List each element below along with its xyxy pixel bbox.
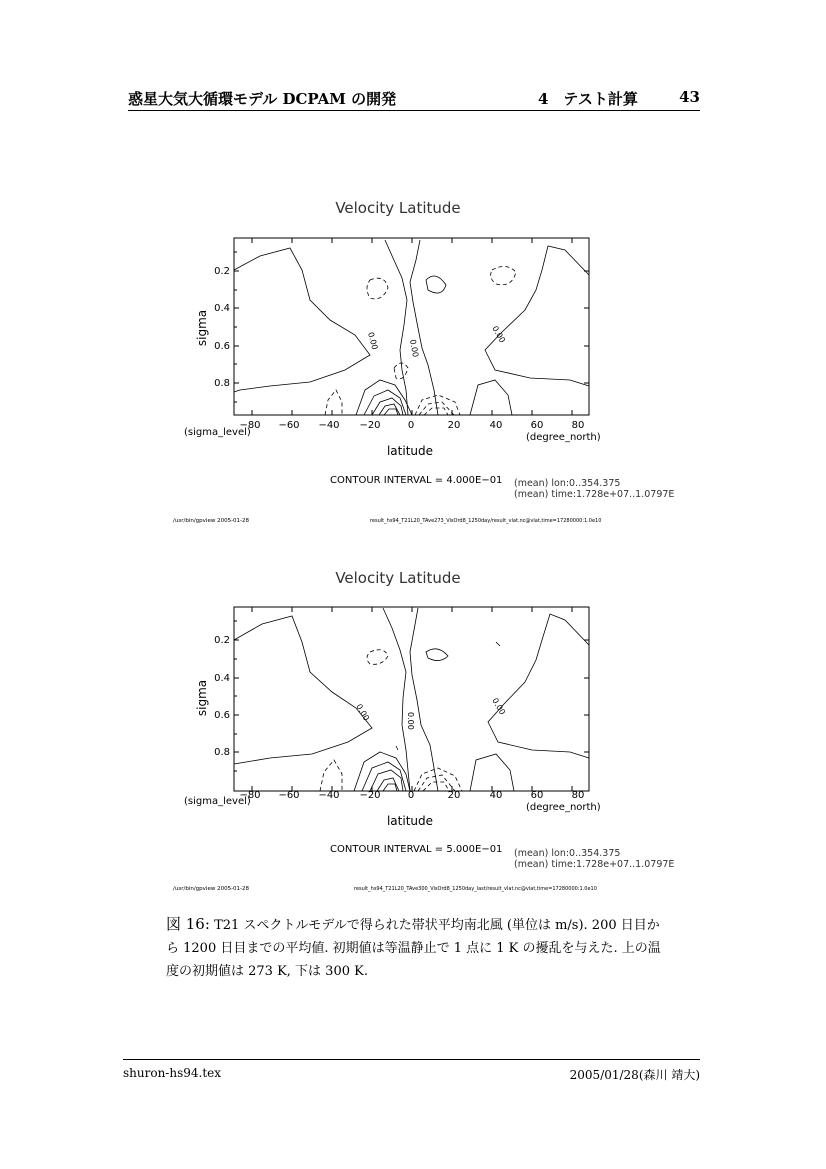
x-axis-ticks [239, 238, 584, 431]
y-tick-label: 0.6 [214, 710, 230, 721]
y-axis-ticks [214, 621, 589, 771]
mean-lon: (mean) lon:0..354.375 [514, 848, 621, 859]
x-tick-label: −60 [278, 420, 300, 431]
x-tick-label: −80 [239, 420, 261, 431]
mean-time: (mean) time:1.728e+07..1.0797E [514, 859, 675, 870]
y-tick-label: 0.8 [214, 747, 230, 758]
contour-label: 0.00 [354, 702, 371, 723]
x-tick-label: −80 [239, 790, 261, 801]
y-tick-label: 0.4 [214, 303, 230, 314]
x-axis-ticks [239, 607, 584, 801]
plot-frame [234, 607, 589, 791]
plot-frame [234, 238, 589, 415]
x-tick-label: 80 [571, 790, 585, 801]
chart-title: Velocity Latitude [335, 199, 461, 217]
y-axis-label: sigma [195, 309, 209, 347]
x-tick-label: 0 [407, 790, 415, 801]
contour-interval: CONTOUR INTERVAL = 5.000E−01 [330, 844, 503, 855]
y-tick-label: 0.6 [214, 341, 230, 352]
x-tick-label: 0 [407, 420, 415, 431]
y-unit-label: (sigma_level) [184, 796, 251, 807]
contour-interval: CONTOUR INTERVAL = 4.000E−01 [330, 475, 503, 486]
mean-time: (mean) time:1.728e+07..1.0797E [514, 489, 675, 500]
y-tick-label: 0.2 [214, 635, 230, 646]
header-title: 惑星大気大循環モデル DCPAM の開発 [128, 90, 397, 108]
y-tick-label: 0.8 [214, 378, 230, 389]
contour-label: 0.00 [406, 712, 415, 730]
path-stamp: /usr/bin/gpview 2005-01-28 [173, 886, 250, 892]
x-tick-label: 80 [571, 420, 585, 431]
contour-zero-labels [354, 697, 507, 730]
x-tick-label: −60 [278, 790, 300, 801]
y-axis-label: sigma [195, 679, 209, 717]
y-tick-label: 0.2 [214, 266, 230, 277]
contour-label: 0.00 [366, 331, 380, 351]
caption-text: T21 スペクトルモデルで得られた帯状平均南北風 (単位は m/s). 200 日目から 1200 日目までの平均値. 初期値は等温静止で 1 点に 1 K の擾乱を与えた. 上の温度の初期値は 273 K, 下は 300 K. [166, 918, 661, 979]
x-tick-label: 20 [447, 420, 461, 431]
contour-label: 0.00 [490, 696, 507, 717]
y-tick-label: 0.4 [214, 673, 230, 684]
contour-label: 0.00 [490, 324, 507, 345]
x-tick-label: 40 [489, 420, 503, 431]
x-tick-label: 60 [530, 790, 544, 801]
x-tick-label: −20 [359, 790, 381, 801]
x-axis-label: latitude [386, 814, 434, 828]
x-tick-label: −40 [318, 420, 340, 431]
contour-lines [234, 608, 589, 791]
contour-zero-labels [366, 325, 507, 358]
x-tick-label: 60 [530, 420, 544, 431]
contour-plot-bottom [170, 560, 680, 900]
x-tick-label: −40 [318, 790, 340, 801]
x-unit-label: (degree_north) [526, 432, 601, 443]
file-stamp: result_hs94_T21L20_TAve300_VisOrd8_1250day_last/result_vlat.nc@vlat,time=17280000:1.0e10 [354, 886, 597, 892]
y-unit-label: (sigma_level) [184, 427, 251, 438]
mean-lon: (mean) lon:0..354.375 [514, 478, 621, 489]
file-stamp: result_hs94_T21L20_TAve273_VisOrd8_1250day/result_vlat.nc@vlat,time=17280000:1.0e10 [370, 518, 602, 524]
running-header [128, 88, 700, 111]
figure-caption [166, 913, 666, 983]
header-page-number: 43 [679, 88, 700, 106]
y-axis-ticks [214, 252, 589, 402]
x-tick-label: 20 [447, 790, 461, 801]
caption-label: 図 16: [166, 915, 210, 933]
x-tick-label: 40 [489, 790, 503, 801]
x-unit-label: (degree_north) [526, 802, 601, 813]
running-footer [123, 1059, 700, 1082]
figure-top [170, 190, 680, 530]
contour-lines [234, 240, 589, 415]
chart-title: Velocity Latitude [335, 569, 461, 587]
contour-label: 0.00 [408, 338, 420, 358]
x-tick-label: −20 [359, 420, 381, 431]
path-stamp: /usr/bin/gpview 2005-01-28 [173, 518, 250, 524]
contour-plot-top [170, 190, 680, 530]
header-section: 4 テスト計算 [538, 90, 638, 108]
figure-bottom [170, 560, 680, 900]
footer-filename: shuron-hs94.tex [123, 1066, 222, 1080]
footer-date-author: 2005/01/28(森川 靖大) [569, 1068, 700, 1082]
x-axis-label: latitude [386, 444, 434, 458]
